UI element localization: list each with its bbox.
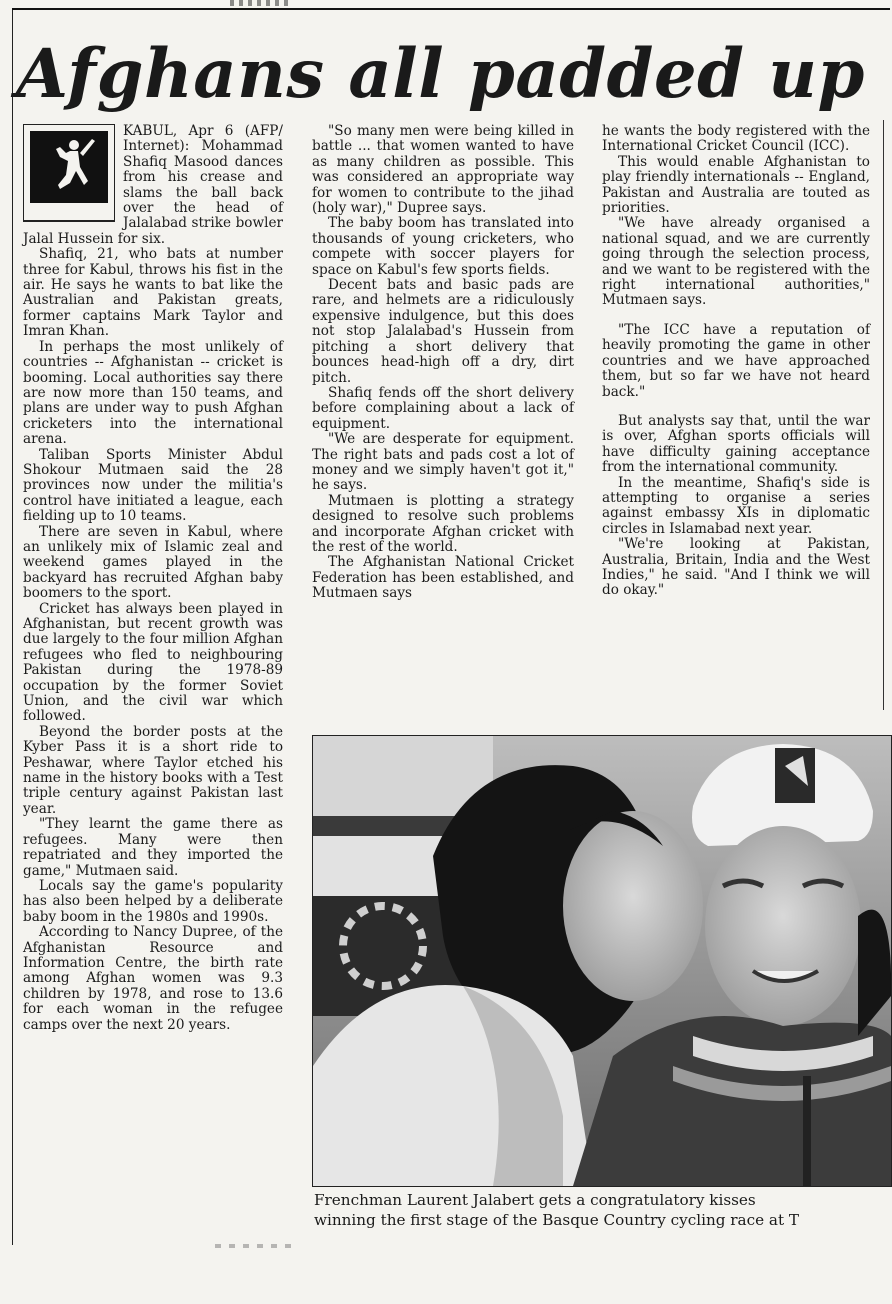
article-column-2: [312, 124, 574, 602]
paragraph: Shafiq, 21, who bats at number three for Kabul, throws his fist in the air. He says he wants to bat like the Australian and Pakistan greats, former captains Mark Taylor and Imran Khan.: [23, 246, 283, 340]
paragraph: Decent bats and basic pads are rare, and helmets are a ridiculously expensive indulgence, but this does not stop Jalalabad's Hussein from pitching a short delivery that bounces head-high off a dry, dirt pitch.: [312, 277, 574, 386]
paragraph: "We are desperate for equipment. The right bats and pads cost a lot of money and we simply haven't got it," he says.: [312, 431, 574, 494]
paragraph: According to Nancy Dupree, of the Afghanistan Resource and Information Centre, the birth rate among Afghan women was 9.3 children by 1978, and rose to 13.6 for each woman in the refugee camps over the next 20 years.: [23, 924, 283, 1033]
paragraph: "The ICC have a reputation of heavily promoting the game in other countries and we have approached them, but so far we have not heard back.": [602, 321, 870, 400]
print-speck: [230, 0, 290, 6]
headline: Afghans all padded up: [16, 34, 865, 113]
paragraph: KABUL, Apr 6 (AFP/ Internet): Mohammad Shafiq Masood dances from his crease and slams the ball back over the head of Jalalabad strike bowler Jalal Hussein for six.: [23, 123, 283, 247]
paragraph: But analysts say that, until the war is over, Afghan sports officials will have difficulty gaining acceptance from the international community.: [602, 412, 870, 476]
cyclist-kiss-photo: [312, 735, 892, 1187]
column-rule-right: [883, 120, 884, 710]
column-rule-left: [12, 10, 13, 1245]
paragraph: Beyond the border posts at the Kyber Pass it is a short ride to Peshawar, where Taylor etched his name in the history books with a Test triple century against Pakistan last year.: [23, 723, 283, 817]
article-column-1: [23, 124, 283, 1033]
paragraph: The baby boom has translated into thousands of young cricketers, who compete with soccer players for space on Kabul's few sports fields.: [312, 215, 574, 278]
paragraph: "We're looking at Pakistan, Australia, Britain, India and the West Indies," he said. "And I think we will do okay.": [602, 536, 870, 599]
print-footmarks: [215, 1244, 295, 1248]
paragraph: There are seven in Kabul, where an unlikely mix of Islamic zeal and weekend games played in the backyard has recruited Afghan baby boomers to the sport.: [23, 523, 283, 602]
paragraph: Locals say the game's popularity has also been helped by a deliberate baby boom in the 1980s and 1990s.: [23, 877, 283, 925]
paragraph: Shafiq fends off the short delivery before complaining about a lack of equipment.: [312, 384, 574, 432]
paragraph: he wants the body registered with the International Cricket Council (ICC).: [602, 123, 870, 155]
paragraph: Taliban Sports Minister Abdul Shokour Mutmaen said the 28 provinces now under the militia's control have initiated a league, each fielding up to 10 teams.: [23, 446, 283, 525]
article-column-3: [602, 124, 870, 599]
photo-caption: [314, 1190, 892, 1234]
paragraph: "They learnt the game there as refugees. Many were then repatriated and they imported the game," Mutmaen said.: [23, 816, 283, 879]
paragraph: This would enable Afghanistan to play friendly internationals -- England, Pakistan and Australia are touted as priorities.: [602, 153, 870, 217]
paragraph: Cricket has always been played in Afghanistan, but recent growth was due largely to the four million Afghan refugees who fled to neighbouring Pakistan during the 1978-89 occupation by the former Soviet Union, and the civil war which followed.: [23, 600, 283, 725]
paragraph: In the meantime, Shafiq's side is attempting to organise a series against embassy XIs in diplomatic circles in Islamabad next year.: [602, 474, 870, 537]
paragraph: The Afghanistan National Cricket Federation has been established, and Mutmaen says: [312, 554, 574, 602]
paragraph: "We have already organised a national squad, and we are currently going through the selection process, and we want to be registered with the right international authorities," Mutmaen says.: [602, 215, 870, 309]
caption-line-2: winning the first stage of the Basque Country cycling race at T: [314, 1211, 800, 1229]
caption-line-1: Frenchman Laurent Jalabert gets a congratulatory kisses: [314, 1191, 756, 1209]
top-rule: [12, 8, 890, 10]
paragraph: "So many men were being killed in battle ... that women wanted to have as many children as possible. This was considered an appropriate way for women to contribute to the jihad (holy war)," Dupree says.: [312, 123, 574, 217]
batsman-logo: [23, 124, 115, 222]
paragraph: In perhaps the most unlikely of countries -- Afghanistan -- cricket is booming. Local authorities say there are now more than 150 teams, and plans are under way to push Afghan cricketers into the international arena.: [23, 338, 283, 448]
batsman-silhouette-icon: [30, 131, 108, 203]
logo-underline: [24, 220, 114, 221]
paragraph: Mutmaen is plotting a strategy designed to resolve such problems and incorporate Afghan cricket with the rest of the world.: [312, 492, 574, 555]
